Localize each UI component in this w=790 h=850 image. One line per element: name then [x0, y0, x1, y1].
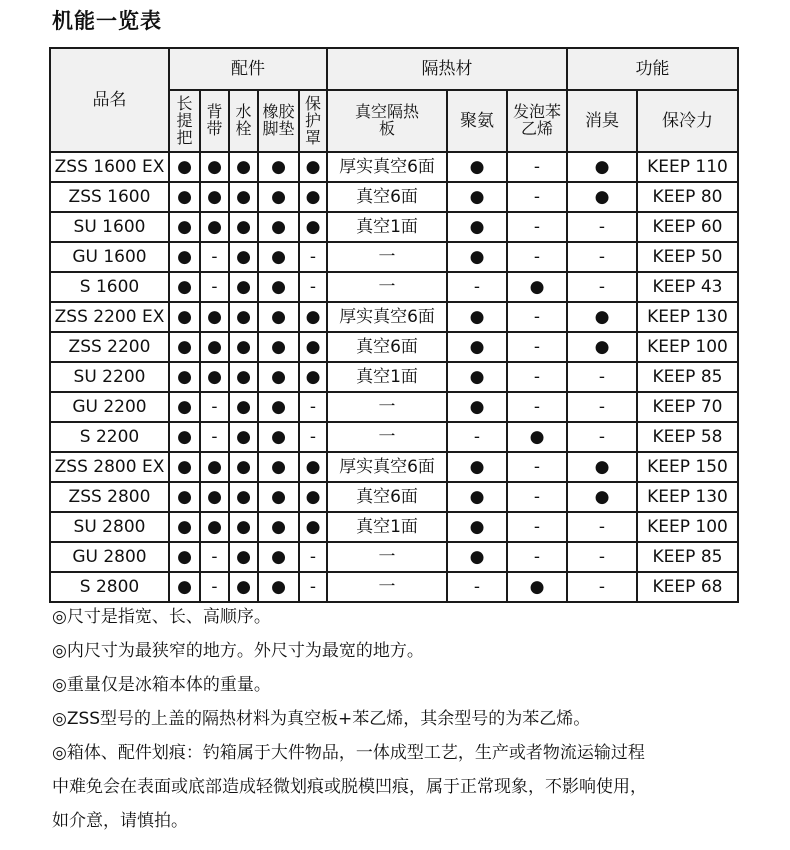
- rubber-feet-cell: ●: [258, 332, 299, 362]
- drain-plug-cell: ●: [229, 452, 258, 482]
- strap-cell: -: [200, 242, 229, 272]
- deodorize-cell: ●: [567, 332, 637, 362]
- header-group-row: [50, 48, 738, 90]
- long-handle-cell: ●: [169, 482, 200, 512]
- header-vacuum-panel: 真空隔热板: [327, 90, 447, 152]
- strap-cell: -: [200, 542, 229, 572]
- long-handle-cell: ●: [169, 512, 200, 542]
- foamed-styrene-cell: -: [507, 452, 567, 482]
- drain-plug-cell: ●: [229, 302, 258, 332]
- rubber-feet-cell: ●: [258, 302, 299, 332]
- note-line: ◎内尺寸为最狭窄的地方。外尺寸为最宽的地方。: [52, 641, 424, 661]
- vacuum-panel-cell: 真空1面: [327, 212, 447, 242]
- page-title: 机能一览表: [52, 9, 162, 33]
- cold-retention-cell: KEEP 70: [637, 392, 738, 422]
- header-long-handle: 长提把: [169, 90, 200, 152]
- model-cell: ZSS 1600: [50, 182, 169, 212]
- rubber-feet-cell: ●: [258, 182, 299, 212]
- rubber-feet-cell: ●: [258, 152, 299, 182]
- rubber-feet-cell: ●: [258, 452, 299, 482]
- rubber-feet-cell: ●: [258, 422, 299, 452]
- foamed-styrene-cell: -: [507, 302, 567, 332]
- drain-plug-cell: ●: [229, 512, 258, 542]
- drain-plug-cell: ●: [229, 242, 258, 272]
- polyurethane-cell: ●: [447, 242, 507, 272]
- foamed-styrene-cell: ●: [507, 572, 567, 602]
- polyurethane-cell: ●: [447, 512, 507, 542]
- note-line: ◎尺寸是指宽、长、高顺序。: [52, 607, 271, 627]
- protective-cover-cell: ●: [299, 512, 327, 542]
- polyurethane-cell: ●: [447, 542, 507, 572]
- table-row: [50, 152, 738, 182]
- strap-cell: ●: [200, 182, 229, 212]
- drain-plug-cell: ●: [229, 272, 258, 302]
- vacuum-panel-cell: 厚实真空6面: [327, 302, 447, 332]
- vacuum-panel-cell: 一: [327, 392, 447, 422]
- rubber-feet-cell: ●: [258, 572, 299, 602]
- polyurethane-cell: ●: [447, 392, 507, 422]
- polyurethane-cell: ●: [447, 182, 507, 212]
- foamed-styrene-cell: -: [507, 482, 567, 512]
- vacuum-panel-cell: 真空1面: [327, 512, 447, 542]
- model-cell: SU 2800: [50, 512, 169, 542]
- polyurethane-cell: ●: [447, 452, 507, 482]
- cold-retention-cell: KEEP 150: [637, 452, 738, 482]
- long-handle-cell: ●: [169, 332, 200, 362]
- table-row: [50, 482, 738, 512]
- header-group-function: 功能: [567, 48, 738, 90]
- drain-plug-cell: ●: [229, 422, 258, 452]
- foamed-styrene-cell: -: [507, 152, 567, 182]
- cold-retention-cell: KEEP 110: [637, 152, 738, 182]
- cold-retention-cell: KEEP 100: [637, 512, 738, 542]
- vacuum-panel-cell: 一: [327, 422, 447, 452]
- vacuum-panel-cell: 真空6面: [327, 482, 447, 512]
- strap-cell: ●: [200, 512, 229, 542]
- foamed-styrene-cell: -: [507, 512, 567, 542]
- protective-cover-cell: ●: [299, 152, 327, 182]
- long-handle-cell: ●: [169, 452, 200, 482]
- deodorize-cell: -: [567, 572, 637, 602]
- long-handle-cell: ●: [169, 182, 200, 212]
- foamed-styrene-cell: -: [507, 242, 567, 272]
- polyurethane-cell: ●: [447, 482, 507, 512]
- model-cell: ZSS 1600 EX: [50, 152, 169, 182]
- strap-cell: ●: [200, 482, 229, 512]
- long-handle-cell: ●: [169, 572, 200, 602]
- cold-retention-cell: KEEP 50: [637, 242, 738, 272]
- header-group-accessories: 配件: [169, 48, 327, 90]
- cold-retention-cell: KEEP 130: [637, 482, 738, 512]
- header-rubber-feet: 橡胶脚垫: [258, 90, 299, 152]
- strap-cell: -: [200, 572, 229, 602]
- table-row: [50, 542, 738, 572]
- model-cell: GU 2800: [50, 542, 169, 572]
- strap-cell: ●: [200, 362, 229, 392]
- table-row: [50, 392, 738, 422]
- deodorize-cell: -: [567, 422, 637, 452]
- vacuum-panel-cell: 一: [327, 272, 447, 302]
- cold-retention-cell: KEEP 85: [637, 542, 738, 572]
- deodorize-cell: ●: [567, 302, 637, 332]
- model-cell: S 2800: [50, 572, 169, 602]
- table-row: [50, 242, 738, 272]
- protective-cover-cell: ●: [299, 482, 327, 512]
- rubber-feet-cell: ●: [258, 212, 299, 242]
- drain-plug-cell: ●: [229, 332, 258, 362]
- protective-cover-cell: -: [299, 392, 327, 422]
- strap-cell: ●: [200, 212, 229, 242]
- long-handle-cell: ●: [169, 242, 200, 272]
- drain-plug-cell: ●: [229, 572, 258, 602]
- long-handle-cell: ●: [169, 302, 200, 332]
- cold-retention-cell: KEEP 130: [637, 302, 738, 332]
- long-handle-cell: ●: [169, 152, 200, 182]
- cold-retention-cell: KEEP 43: [637, 272, 738, 302]
- note-line: 中难免会在表面或底部造成轻微划痕或脱模凹痕，属于正常现象，不影响使用，: [52, 777, 647, 797]
- rubber-feet-cell: ●: [258, 362, 299, 392]
- polyurethane-cell: ●: [447, 152, 507, 182]
- header-cold-retention: 保冷力: [637, 90, 738, 152]
- vacuum-panel-cell: 真空6面: [327, 182, 447, 212]
- deodorize-cell: -: [567, 272, 637, 302]
- protective-cover-cell: ●: [299, 182, 327, 212]
- protective-cover-cell: ●: [299, 332, 327, 362]
- table-row: [50, 452, 738, 482]
- vacuum-panel-cell: 一: [327, 242, 447, 272]
- foamed-styrene-cell: -: [507, 212, 567, 242]
- polyurethane-cell: -: [447, 572, 507, 602]
- foamed-styrene-cell: ●: [507, 422, 567, 452]
- long-handle-cell: ●: [169, 392, 200, 422]
- foamed-styrene-cell: -: [507, 392, 567, 422]
- drain-plug-cell: ●: [229, 182, 258, 212]
- protective-cover-cell: ●: [299, 212, 327, 242]
- cold-retention-cell: KEEP 80: [637, 182, 738, 212]
- protective-cover-cell: -: [299, 572, 327, 602]
- cold-retention-cell: KEEP 100: [637, 332, 738, 362]
- rubber-feet-cell: ●: [258, 272, 299, 302]
- drain-plug-cell: ●: [229, 482, 258, 512]
- protective-cover-cell: ●: [299, 362, 327, 392]
- vacuum-panel-cell: 厚实真空6面: [327, 452, 447, 482]
- strap-cell: -: [200, 272, 229, 302]
- protective-cover-cell: -: [299, 542, 327, 572]
- long-handle-cell: ●: [169, 422, 200, 452]
- rubber-feet-cell: ●: [258, 242, 299, 272]
- model-cell: ZSS 2200: [50, 332, 169, 362]
- model-cell: ZSS 2800 EX: [50, 452, 169, 482]
- strap-cell: ●: [200, 152, 229, 182]
- spec-table: [49, 47, 739, 603]
- cold-retention-cell: KEEP 60: [637, 212, 738, 242]
- header-polyurethane: 聚氨: [447, 90, 507, 152]
- header-model-name: 品名: [50, 48, 169, 152]
- model-cell: S 2200: [50, 422, 169, 452]
- strap-cell: ●: [200, 452, 229, 482]
- table-row: [50, 182, 738, 212]
- table-row: [50, 332, 738, 362]
- table-row: [50, 422, 738, 452]
- protective-cover-cell: -: [299, 422, 327, 452]
- foamed-styrene-cell: -: [507, 182, 567, 212]
- long-handle-cell: ●: [169, 542, 200, 572]
- deodorize-cell: -: [567, 512, 637, 542]
- notes-section: [52, 600, 772, 838]
- strap-cell: ●: [200, 332, 229, 362]
- model-cell: ZSS 2200 EX: [50, 302, 169, 332]
- table-row: [50, 272, 738, 302]
- cold-retention-cell: KEEP 68: [637, 572, 738, 602]
- strap-cell: -: [200, 422, 229, 452]
- foamed-styrene-cell: -: [507, 542, 567, 572]
- spec-table-body: [50, 152, 738, 602]
- rubber-feet-cell: ●: [258, 542, 299, 572]
- table-row: [50, 512, 738, 542]
- deodorize-cell: ●: [567, 452, 637, 482]
- model-cell: S 1600: [50, 272, 169, 302]
- polyurethane-cell: ●: [447, 212, 507, 242]
- drain-plug-cell: ●: [229, 152, 258, 182]
- model-cell: SU 2200: [50, 362, 169, 392]
- model-cell: SU 1600: [50, 212, 169, 242]
- polyurethane-cell: ●: [447, 332, 507, 362]
- deodorize-cell: -: [567, 362, 637, 392]
- table-row: [50, 302, 738, 332]
- drain-plug-cell: ●: [229, 392, 258, 422]
- foamed-styrene-cell: -: [507, 332, 567, 362]
- rubber-feet-cell: ●: [258, 482, 299, 512]
- protective-cover-cell: ●: [299, 452, 327, 482]
- foamed-styrene-cell: -: [507, 362, 567, 392]
- deodorize-cell: ●: [567, 152, 637, 182]
- header-foamed-styrene: 发泡苯乙烯: [507, 90, 567, 152]
- deodorize-cell: ●: [567, 182, 637, 212]
- model-cell: GU 2200: [50, 392, 169, 422]
- polyurethane-cell: -: [447, 272, 507, 302]
- header-strap: 背带: [200, 90, 229, 152]
- note-line: ◎重量仅是冰箱本体的重量。: [52, 675, 271, 695]
- drain-plug-cell: ●: [229, 542, 258, 572]
- deodorize-cell: -: [567, 542, 637, 572]
- strap-cell: -: [200, 392, 229, 422]
- vacuum-panel-cell: 真空1面: [327, 362, 447, 392]
- drain-plug-cell: ●: [229, 212, 258, 242]
- cold-retention-cell: KEEP 85: [637, 362, 738, 392]
- polyurethane-cell: -: [447, 422, 507, 452]
- long-handle-cell: ●: [169, 212, 200, 242]
- table-row: [50, 572, 738, 602]
- strap-cell: ●: [200, 302, 229, 332]
- long-handle-cell: ●: [169, 272, 200, 302]
- protective-cover-cell: -: [299, 272, 327, 302]
- vacuum-panel-cell: 真空6面: [327, 332, 447, 362]
- note-line: ◎箱体、配件划痕：钓箱属于大件物品，一体成型工艺，生产或者物流运输过程: [52, 743, 645, 763]
- long-handle-cell: ●: [169, 362, 200, 392]
- cold-retention-cell: KEEP 58: [637, 422, 738, 452]
- vacuum-panel-cell: 厚实真空6面: [327, 152, 447, 182]
- vacuum-panel-cell: 一: [327, 572, 447, 602]
- vacuum-panel-cell: 一: [327, 542, 447, 572]
- model-cell: GU 1600: [50, 242, 169, 272]
- header-group-insulation: 隔热材: [327, 48, 567, 90]
- deodorize-cell: -: [567, 392, 637, 422]
- deodorize-cell: ●: [567, 482, 637, 512]
- header-deodorize: 消臭: [567, 90, 637, 152]
- table-row: [50, 212, 738, 242]
- protective-cover-cell: ●: [299, 302, 327, 332]
- model-cell: ZSS 2800: [50, 482, 169, 512]
- header-protective-cover: 保护罩: [299, 90, 327, 152]
- note-line: 如介意，请慎拍。: [52, 811, 188, 831]
- table-row: [50, 362, 738, 392]
- protective-cover-cell: -: [299, 242, 327, 272]
- rubber-feet-cell: ●: [258, 392, 299, 422]
- deodorize-cell: -: [567, 212, 637, 242]
- rubber-feet-cell: ●: [258, 512, 299, 542]
- polyurethane-cell: ●: [447, 302, 507, 332]
- header-drain-plug: 水栓: [229, 90, 258, 152]
- foamed-styrene-cell: ●: [507, 272, 567, 302]
- drain-plug-cell: ●: [229, 362, 258, 392]
- note-line: ◎ZSS型号的上盖的隔热材料为真空板+苯乙烯，其余型号的为苯乙烯。: [52, 709, 591, 729]
- polyurethane-cell: ●: [447, 362, 507, 392]
- deodorize-cell: -: [567, 242, 637, 272]
